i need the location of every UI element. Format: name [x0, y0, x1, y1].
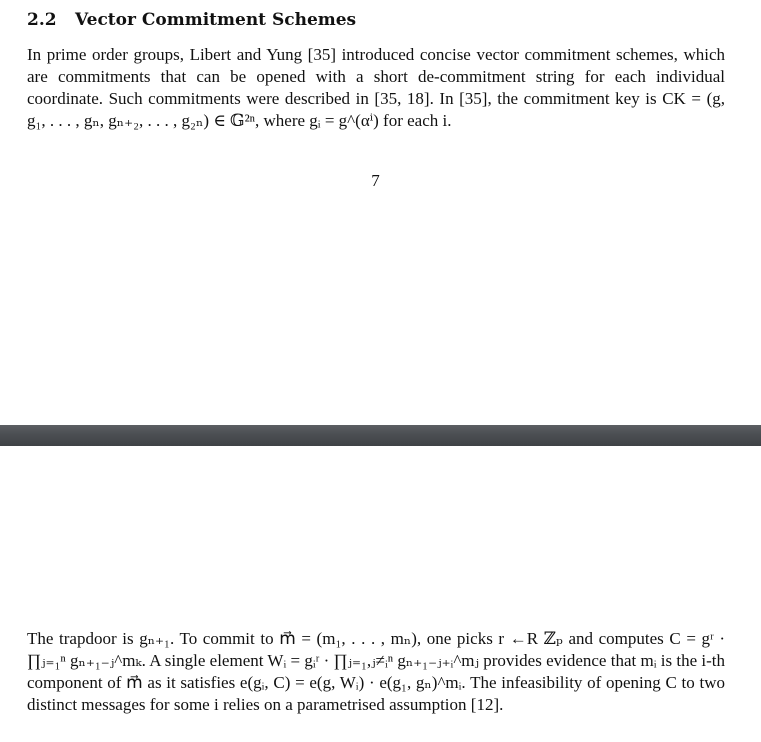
page-break-divider — [0, 425, 761, 446]
paragraph-trapdoor-and-opening: The trapdoor is gₙ₊₁. To commit to m⃗ = (m₁, . . . , mₙ), one picks r ←R ℤₚ and computes C = gʳ · ∏ⱼ₌₁ⁿ gₙ₊₁₋ⱼ^mₖ. A single element Wᵢ = gᵢʳ · ∏ⱼ₌₁,ⱼ≠ᵢⁿ gₙ₊₁₋ⱼ₊ᵢ^mⱼ provides evidence that mᵢ is the i-th component of m⃗ as it satisfies e(gᵢ, C) = e(g, Wᵢ) · e(g₁, gₙ)^mᵢ. The infeasibility of opening C to two distinct messages for some i relies on a parametrised assumption [12]. — [27, 629, 725, 714]
paragraph-vector-commitment-introduction: In prime order groups, Libert and Yung [35] introduced concise vector commitment schemes, which are commitments that can be opened with a short de-commitment string for each individual coordinate. Such commitments were described in [35, 18]. In [35], the commitment key is CK = (g, g₁, . . . , gₙ, gₙ₊₂, . . . , g₂ₙ) ∈ 𝔾²ⁿ, where gᵢ = g^(αⁱ) for each i. — [27, 45, 725, 130]
section-number: 2.2 — [27, 10, 57, 30]
section-title: Vector Commitment Schemes — [75, 10, 357, 30]
section-heading — [27, 10, 356, 30]
page-number: 7 — [371, 171, 380, 190]
